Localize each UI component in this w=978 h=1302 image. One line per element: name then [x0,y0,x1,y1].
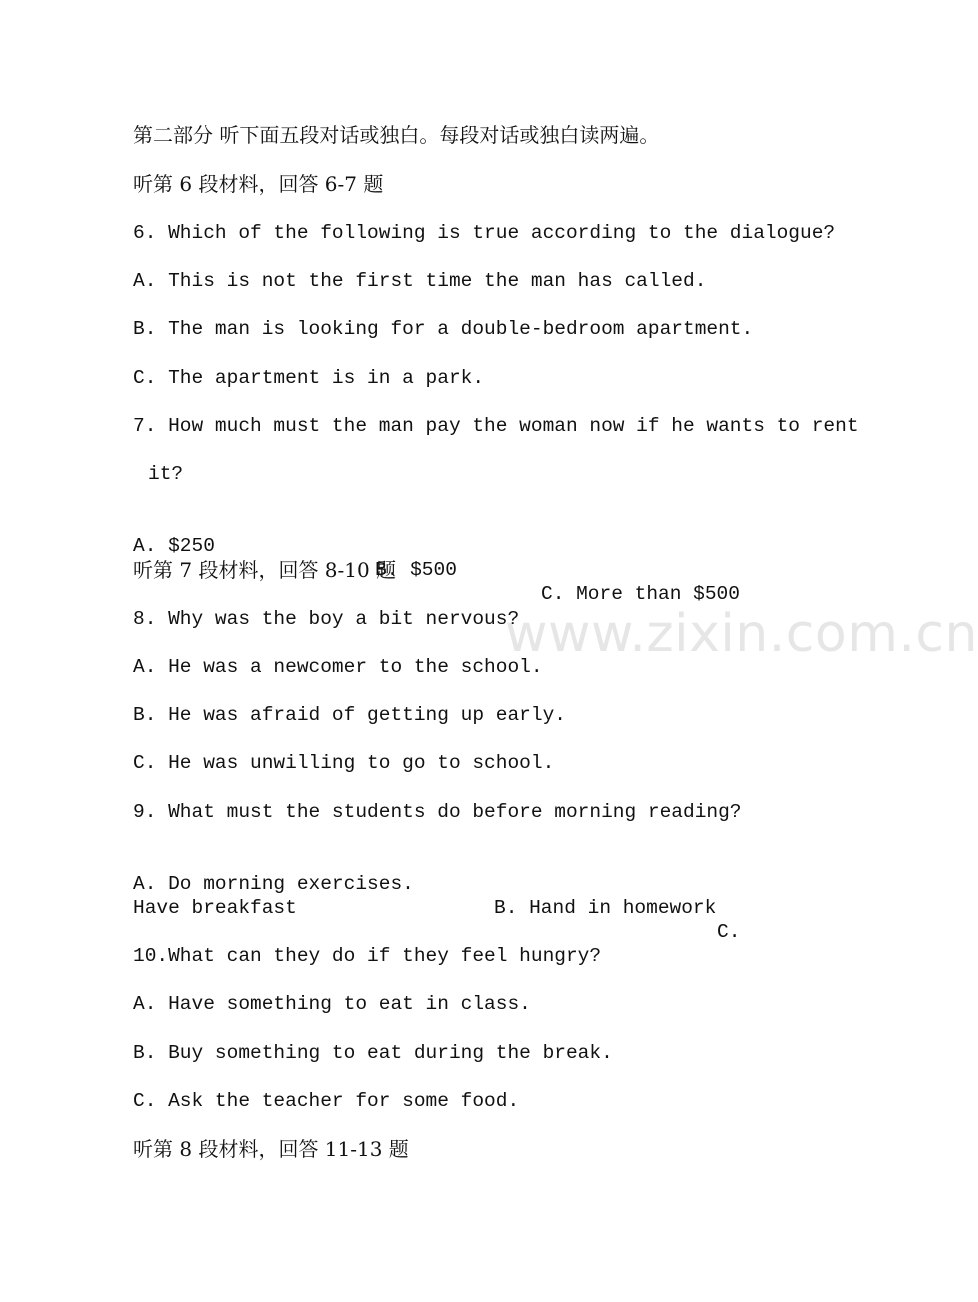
question-10-option-a: A. Have something to eat in class. [133,993,531,1015]
watermark: www.zixin.com.cn [505,604,978,664]
question-9-option-c-text: Have breakfast [133,897,297,919]
question-8-option-c: C. He was unwilling to go to school. [133,752,555,774]
question-8-option-b: B. He was afraid of getting up early. [133,704,566,726]
question-7-stem: 7. How much must the man pay the woman now if he wants to rent [133,415,859,437]
question-9-stem: 9. What must the students do before morning reading? [133,801,742,823]
question-8-option-a: A. He was a newcomer to the school. [133,656,543,678]
question-7-option-c: C. More than $500 [541,583,740,605]
part-heading: 第二部分 听下面五段对话或独白。每段对话或独白读两遍。 [133,123,660,147]
section-6-heading: 听第 6 段材料，回答 6-7 题 [133,172,384,196]
question-6-option-b: B. The man is looking for a double-bedroom apartment. [133,318,754,340]
question-6-stem: 6. Which of the following is true according to the dialogue? [133,222,836,244]
question-6-option-a: A. This is not the first time the man has called. [133,270,707,292]
question-9-option-a: A. Do morning exercises. [133,873,414,895]
question-9-option-c-label: C. [717,921,741,943]
section-8-heading: 听第 8 段材料，回答 11-13 题 [133,1137,409,1161]
question-10-option-c: C. Ask the teacher for some food. [133,1090,520,1112]
question-9-option-b: B. Hand in homework [494,897,717,919]
question-6-option-c: C. The apartment is in a park. [133,367,485,389]
question-7-option-b: B. $500 [375,559,457,581]
question-7-stem-continued: it? [148,463,184,485]
question-10-stem: 10.What can they do if they feel hungry? [133,945,602,967]
question-8-stem: 8. Why was the boy a bit nervous? [133,608,520,630]
question-10-option-b: B. Buy something to eat during the break. [133,1042,613,1064]
question-7-option-a: A. $250 [133,535,215,557]
section-7-heading: 听第 7 段材料，回答 8-10 题 [133,558,397,582]
